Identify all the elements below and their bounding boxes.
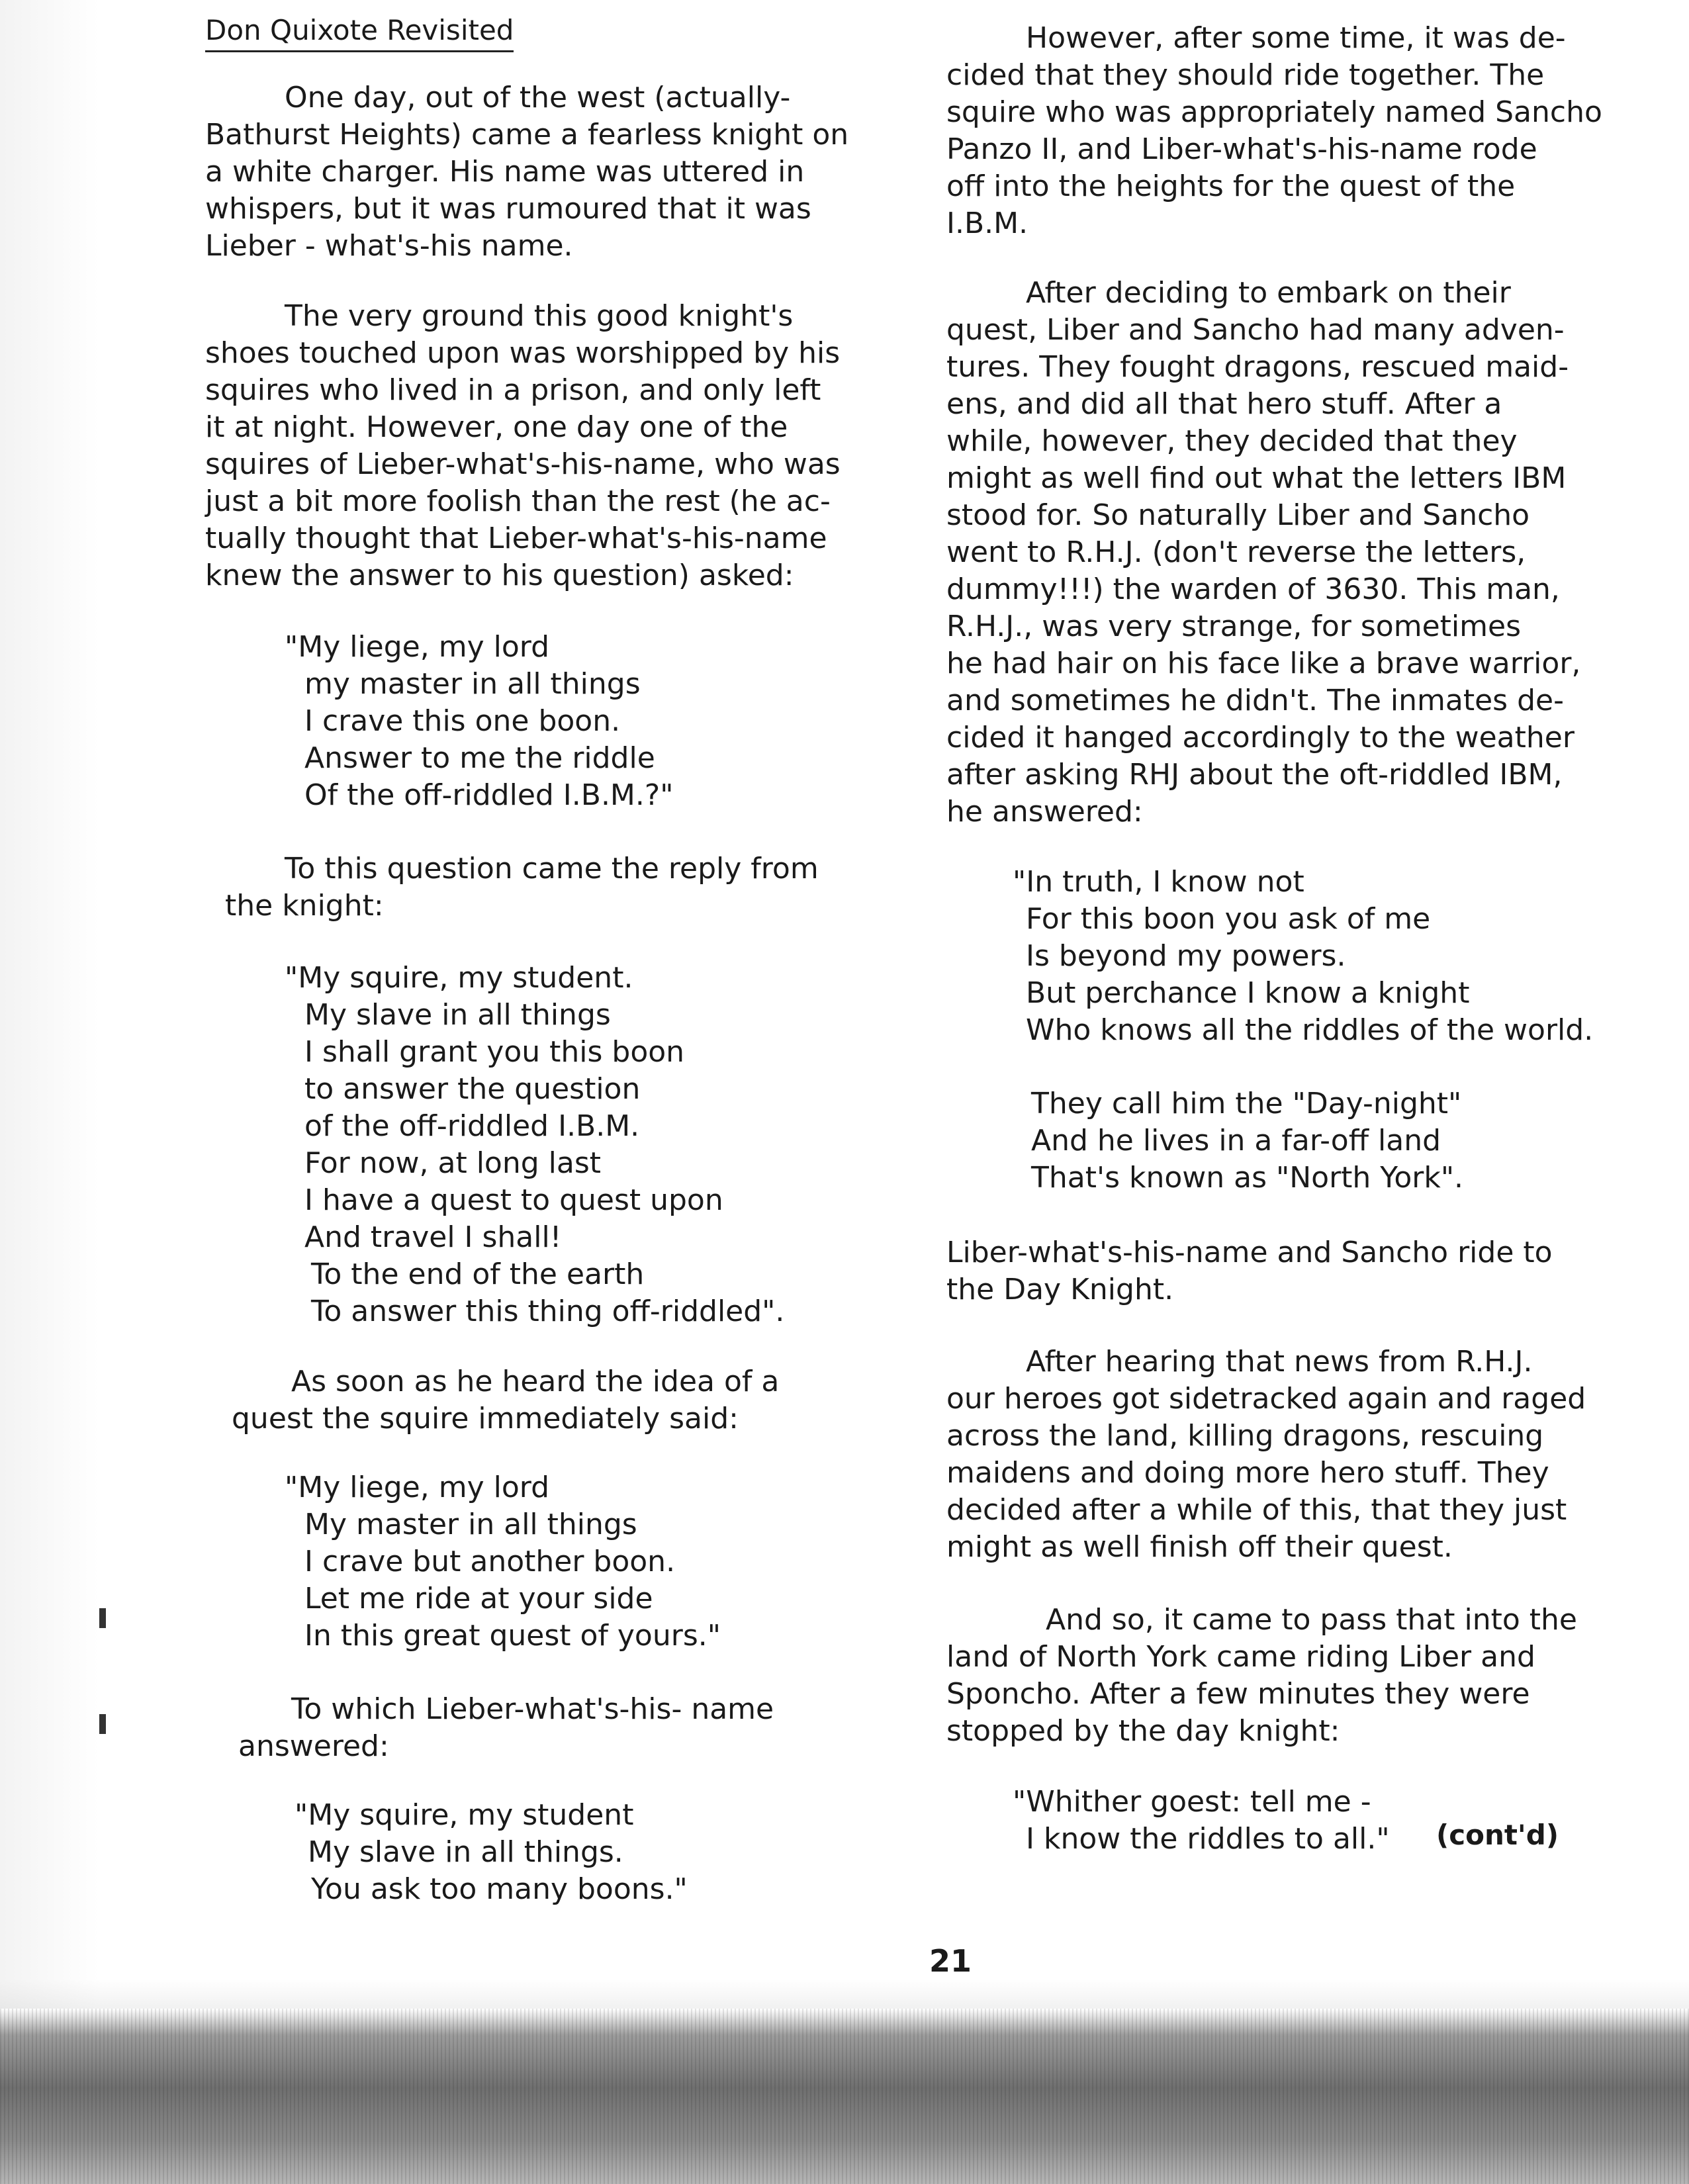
text-line: One day, out of the west (actually-	[285, 81, 791, 114]
text-line: might as well find out what the letters IBM	[946, 461, 1567, 495]
text-line: However, after some time, it was de-	[1026, 21, 1566, 55]
text-line: tually thought that Lieber-what's-his-name	[205, 522, 827, 555]
text-line: maidens and doing more hero stuff. They	[946, 1456, 1549, 1490]
verse-line: "My liege, my lord	[285, 1471, 549, 1504]
verse-line: I have a quest to quest upon	[304, 1183, 723, 1217]
text-line: a white charger. His name was uttered in	[205, 155, 805, 189]
right-paragraph-3	[946, 1234, 1608, 1308]
verse-line: My master in all things	[304, 1508, 637, 1541]
verse-line: My slave in all things	[304, 998, 611, 1032]
verse-line: I know the riddles to all."	[1026, 1822, 1390, 1856]
text-line: To this question came the reply from	[285, 852, 819, 886]
text-line: cided it hanged accordingly to the weather	[946, 721, 1575, 754]
text-line: Liber-what's-his-name and Sancho ride to	[946, 1236, 1553, 1269]
text-line: Lieber - what's-his name.	[205, 229, 573, 263]
text-line: And so, it came to pass that into the	[1046, 1603, 1577, 1637]
left-paragraph-1	[205, 79, 849, 265]
left-paragraph-4	[225, 1363, 847, 1437]
text-line: tures. They fought dragons, rescued maid-	[946, 350, 1569, 384]
text-line: Panzo II, and Liber-what's-his-name rode	[946, 132, 1537, 166]
text-line: might as well finish off their quest.	[946, 1530, 1453, 1564]
left-paragraph-2	[205, 298, 841, 594]
text-line: went to R.H.J. (don't reverse the letters,	[946, 535, 1526, 569]
right-paragraph-2	[946, 275, 1608, 831]
text-line: Sponcho. After a few minutes they were	[946, 1677, 1530, 1711]
verse-line: "Whither goest: tell me -	[1013, 1785, 1371, 1819]
text-line: land of North York came riding Liber and	[946, 1640, 1535, 1674]
text-line: ens, and did all that hero stuff. After a	[946, 387, 1502, 421]
verse-line: You ask too many boons."	[311, 1872, 688, 1906]
text-line: our heroes got sidetracked again and raged	[946, 1382, 1586, 1416]
verse-line: I crave but another boon.	[304, 1545, 676, 1578]
verse-line: my master in all things	[304, 667, 641, 701]
verse-line: of the off-riddled I.B.M.	[304, 1109, 640, 1143]
verse-line: Who knows all the riddles of the world.	[1026, 1013, 1594, 1047]
left-verse-2	[285, 960, 784, 1330]
text-line: The very ground this good knight's	[285, 299, 794, 333]
text-line: Bathurst Heights) came a fearless knight on	[205, 118, 849, 152]
text-line: answered:	[238, 1729, 389, 1763]
verse-line: Let me ride at your side	[304, 1582, 653, 1615]
verse-line: "In truth, I know not	[1013, 865, 1304, 899]
text-line: I.B.M.	[946, 206, 1028, 240]
text-line: quest the squire immediately said:	[232, 1402, 739, 1435]
verse-line: I shall grant you this boon	[304, 1035, 685, 1069]
text-line: squires who lived in a prison, and only left	[205, 373, 821, 407]
text-line: After hearing that news from R.H.J.	[1026, 1345, 1533, 1379]
text-line: knew the answer to his question) asked:	[205, 559, 794, 592]
text-line: decided after a while of this, that they just	[946, 1493, 1567, 1527]
text-line: it at night. However, one day one of the	[205, 410, 788, 444]
left-paragraph-5	[232, 1691, 854, 1765]
text-line: dummy!!!) the warden of 3630. This man,	[946, 572, 1560, 606]
verse-line: In this great quest of yours."	[304, 1619, 721, 1653]
text-line: he answered:	[946, 795, 1143, 829]
text-line: shoes touched upon was worshipped by his	[205, 336, 841, 370]
verse-line: I crave this one boon.	[304, 704, 621, 738]
text-line: As soon as he heard the idea of a	[291, 1365, 780, 1398]
verse-line: And travel I shall!	[304, 1220, 562, 1254]
verse-line: Of the off-riddled I.B.M.?"	[304, 778, 674, 812]
verse-line: For this boon you ask of me	[1026, 902, 1431, 936]
scan-bottom-edge	[0, 2009, 1689, 2184]
right-verse-1	[1013, 864, 1593, 1049]
text-line: whispers, but it was rumoured that it was	[205, 192, 811, 226]
text-line: he had hair on his face like a brave warrior,	[946, 647, 1581, 680]
verse-line: "My liege, my lord	[285, 630, 549, 664]
binder-mark	[99, 1608, 106, 1628]
continued-note: (cont'd)	[1436, 1819, 1559, 1851]
right-verse-3	[1013, 1784, 1390, 1858]
verse-line: And he lives in a far-off land	[1031, 1124, 1441, 1158]
text-line: after asking RHJ about the oft-riddled IBM,	[946, 758, 1563, 792]
verse-line: My slave in all things.	[308, 1835, 623, 1869]
verse-line: to answer the question	[304, 1072, 641, 1106]
page-number: 21	[929, 1943, 972, 1979]
text-line: and sometimes he didn't. The inmates de-	[946, 684, 1564, 717]
verse-line: To the end of the earth	[311, 1257, 645, 1291]
text-line: across the land, killing dragons, rescuing	[946, 1419, 1544, 1453]
text-line: cided that they should ride together. The	[946, 58, 1545, 92]
right-verse-2	[1031, 1085, 1463, 1197]
text-line: the Day Knight.	[946, 1273, 1174, 1306]
text-line: the knight:	[225, 889, 384, 923]
verse-line: Is beyond my powers.	[1026, 939, 1346, 973]
binder-mark	[99, 1714, 106, 1734]
text-line: After deciding to embark on their	[1026, 276, 1511, 310]
verse-line: For now, at long last	[304, 1146, 602, 1180]
article-title: Don Quixote Revisited	[205, 12, 514, 52]
left-verse-4	[295, 1797, 688, 1908]
left-verse-3	[285, 1469, 721, 1655]
text-line: off into the heights for the quest of the	[946, 169, 1516, 203]
verse-line: "My squire, my student	[295, 1798, 634, 1832]
verse-line: They call him the "Day-night"	[1031, 1087, 1462, 1120]
text-line: stopped by the day knight:	[946, 1714, 1340, 1748]
text-line: R.H.J., was very strange, for sometimes	[946, 610, 1521, 643]
text-line: To which Lieber-what's-his- name	[291, 1692, 774, 1726]
text-line: squire who was appropriately named Sancho	[946, 95, 1602, 129]
verse-line: To answer this thing off-riddled".	[311, 1295, 785, 1328]
left-paragraph-3	[218, 850, 841, 925]
right-paragraph-4	[946, 1343, 1608, 1566]
text-line: while, however, they decided that they	[946, 424, 1518, 458]
text-line: squires of Lieber-what's-his-name, who was	[205, 447, 841, 481]
scan-shadow	[0, 0, 99, 2012]
verse-line: "My squire, my student.	[285, 961, 633, 995]
left-verse-1	[285, 629, 673, 814]
text-line: quest, Liber and Sancho had many adven-	[946, 313, 1565, 347]
verse-line: That's known as "North York".	[1031, 1161, 1464, 1195]
text-line: just a bit more foolish than the rest (he ac-	[205, 484, 831, 518]
verse-line: But perchance I know a knight	[1026, 976, 1470, 1010]
right-paragraph-5	[946, 1602, 1608, 1750]
verse-line: Answer to me the riddle	[304, 741, 655, 775]
text-line: stood for. So naturally Liber and Sancho	[946, 498, 1530, 532]
right-paragraph-1	[946, 20, 1608, 242]
